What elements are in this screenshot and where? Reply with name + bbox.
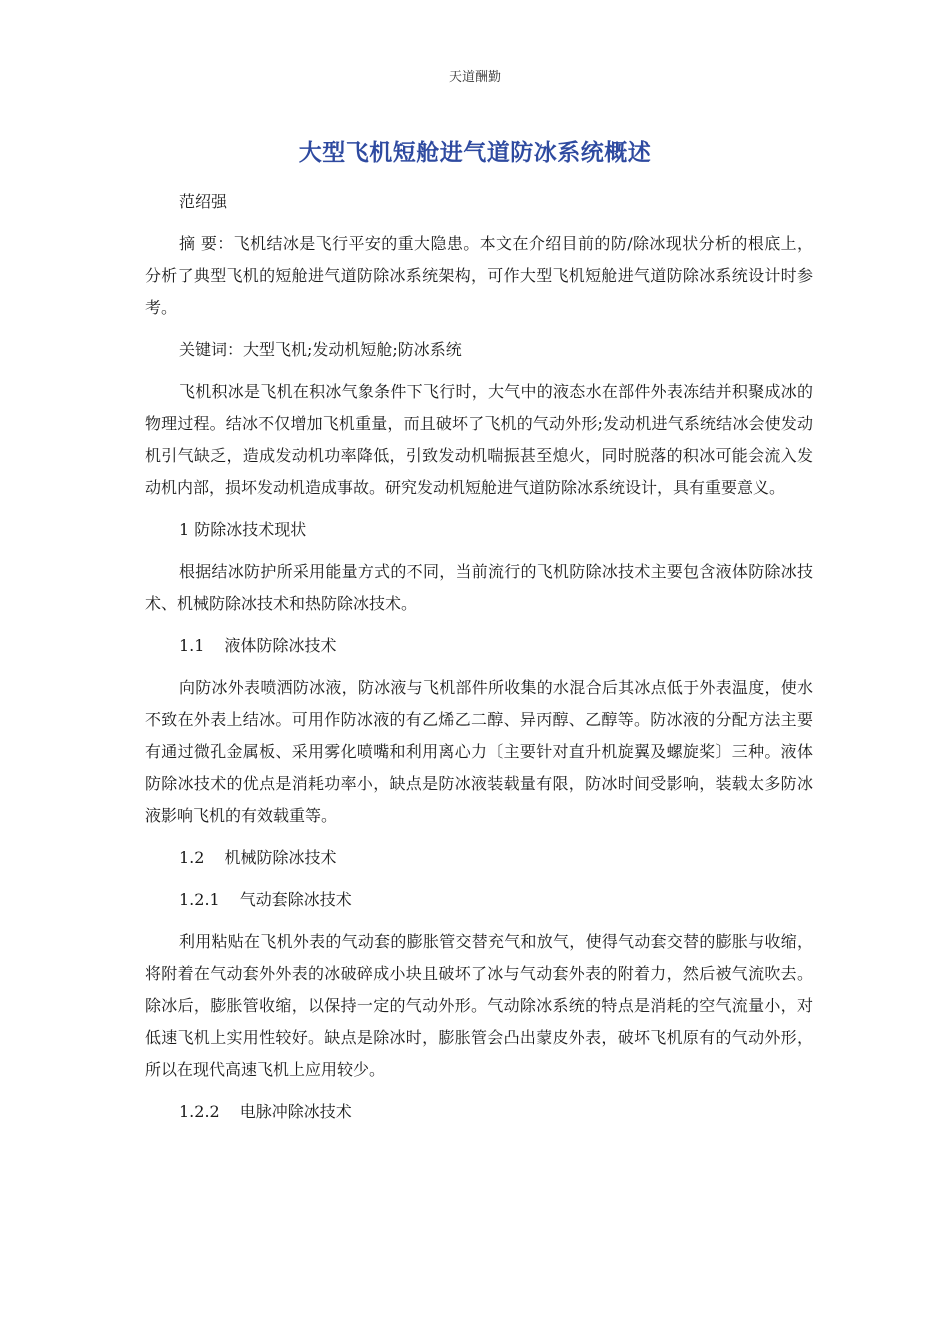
section-1-2-heading	[145, 842, 813, 874]
section-1-paragraph: 根据结冰防护所采用能量方式的不同，当前流行的飞机防除冰技术主要包含液体防除冰技术、机械防除冰技术和热防除冰技术。	[145, 562, 813, 613]
document-body	[145, 186, 813, 1138]
section-1-1-heading	[145, 630, 813, 662]
intro-paragraph: 飞机积冰是飞机在积冰气象条件下飞行时，大气中的液态水在部件外表冻结并积聚成冰的物理过程。结冰不仅增加飞机重量，而且破坏了飞机的气动外形;发动机进气系统结冰会使发动机引气缺乏，造成发动机功率降低，引致发动机喘振甚至熄火，同时脱落的积冰可能会流入发动机内部，损坏发动机造成事故。研究发动机短舱进气道防除冰系统设计，具有重要意义。	[145, 382, 813, 497]
page-header: 天道酬勤	[448, 70, 501, 85]
abstract-paragraph: 摘 要：飞机结冰是飞行平安的重大隐患。本文在介绍目前的防/除冰现状分析的根底上，分析了典型飞机的短舱进气道防除冰系统架构，可作大型飞机短舱进气道防除冰系统设计时参考。	[145, 234, 813, 317]
section-number: 1	[179, 520, 190, 539]
author: 范绍强	[179, 192, 228, 211]
section-title: 电脉冲除冰技术	[239, 1102, 352, 1121]
section-number: 1.2.1	[179, 890, 220, 909]
section-1-2-2-heading	[145, 1096, 813, 1128]
section-title: 液体防除冰技术	[224, 636, 337, 655]
section-title: 防除冰技术现状	[194, 520, 307, 539]
section-1-heading	[145, 514, 813, 546]
section-1-2-1-heading	[145, 884, 813, 916]
document-title: 大型飞机短舱进气道防冰系统概述	[298, 139, 652, 166]
keywords: 关键词：大型飞机;发动机短舱;防冰系统	[179, 340, 462, 359]
section-number: 1.1	[179, 636, 205, 655]
section-title: 机械防除冰技术	[224, 848, 337, 867]
section-1-1-paragraph: 向防冰外表喷洒防冰液，防冰液与飞机部件所收集的水混合后其冰点低于外表温度，使水不致在外表上结冰。可用作防冰液的有乙烯乙二醇、异丙醇、乙醇等。防冰液的分配方法主要有通过微孔金属板、采用雾化喷嘴和利用离心力〔主要针对直升机旋翼及螺旋桨〕三种。液体防除冰技术的优点是消耗功率小，缺点是防冰液装载量有限，防冰时间受影响，装载太多防冰液影响飞机的有效载重等。	[145, 678, 813, 825]
section-number: 1.2	[179, 848, 205, 867]
section-number: 1.2.2	[179, 1102, 220, 1121]
section-title: 气动套除冰技术	[239, 890, 352, 909]
section-1-2-1-paragraph: 利用粘贴在飞机外表的气动套的膨胀管交替充气和放气，使得气动套交替的膨胀与收缩，将附着在气动套外外表的冰破碎成小块且破坏了冰与气动套外表的附着力，然后被气流吹去。除冰后，膨胀管收缩，以保持一定的气动外形。气动除冰系统的特点是消耗的空气流量小，对低速飞机上实用性较好。缺点是除冰时，膨胀管会凸出蒙皮外表，破坏飞机原有的气动外形，所以在现代高速飞机上应用较少。	[145, 932, 813, 1079]
